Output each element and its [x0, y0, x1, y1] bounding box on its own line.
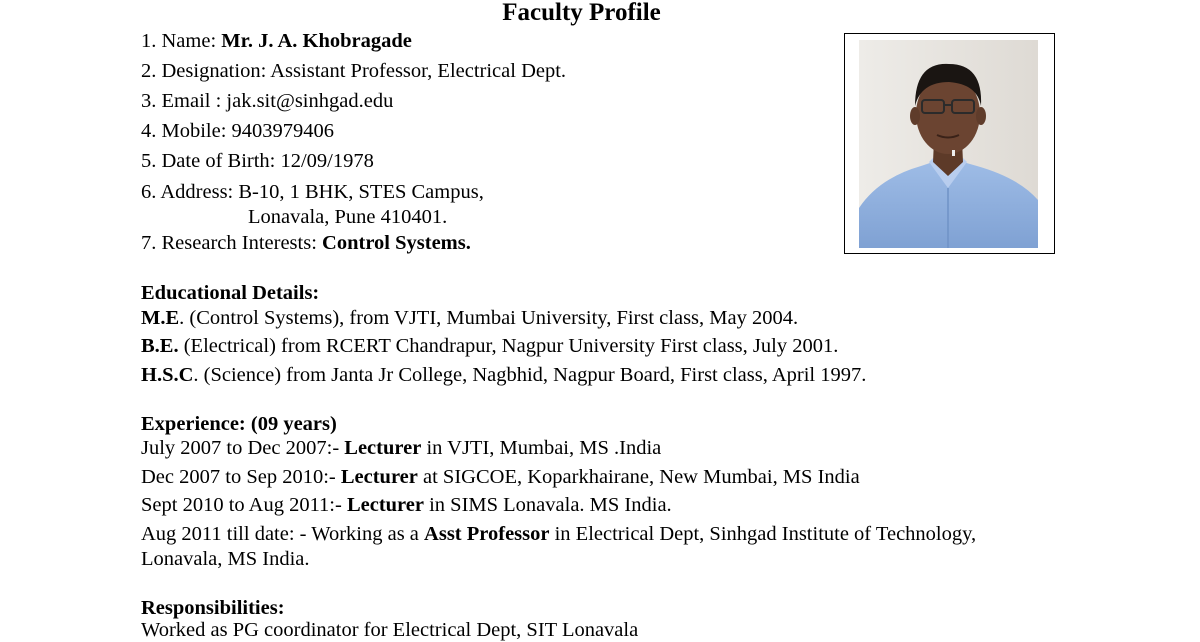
address-line-1: 6. Address: B-10, 1 BHK, STES Campus, — [141, 181, 484, 203]
education-degree: H.S.C — [141, 364, 194, 386]
experience-item — [141, 465, 860, 489]
experience-period: Aug 2011 till date: - Working as a — [141, 523, 425, 545]
experience-place: at SIGCOE, Koparkhairane, New Mumbai, MS India — [417, 466, 860, 488]
experience-continuation: Lonavala, MS India. — [141, 548, 310, 570]
education-degree: B.E. — [141, 335, 179, 357]
experience-place: in SIMS Lonavala. MS India. — [423, 494, 672, 516]
experience-period: July 2007 to Dec 2007:- — [141, 437, 345, 459]
profile-photo — [859, 40, 1038, 248]
name-line — [141, 29, 412, 53]
research-value: Control Systems. — [322, 232, 471, 254]
dob-line: 5. Date of Birth: 12/09/1978 — [141, 150, 374, 172]
profile-photo-frame — [844, 33, 1055, 254]
page-title: Faculty Profile — [502, 0, 661, 26]
education-heading: Educational Details: — [141, 282, 320, 304]
experience-role: Lecturer — [346, 494, 424, 516]
experience-role: Lecturer — [340, 466, 418, 488]
experience-role: Asst Professor — [424, 523, 550, 545]
experience-item — [141, 493, 672, 517]
experience-item — [141, 522, 976, 546]
education-detail: . (Science) from Janta Jr College, Nagbhid, Nagpur Board, First class, April 1997. — [193, 364, 867, 386]
education-item — [141, 334, 838, 358]
education-detail: (Electrical) from RCERT Chandrapur, Nagpur University First class, July 2001. — [178, 335, 839, 357]
designation-line: 2. Designation: Assistant Professor, Electrical Dept. — [141, 60, 567, 82]
email-line: 3. Email : jak.sit@sinhgad.edu — [141, 90, 394, 112]
responsibilities-heading: Responsibilities: — [141, 597, 285, 619]
name-value: Mr. J. A. Khobragade — [221, 30, 412, 52]
experience-place: in Electrical Dept, Sinhgad Institute of Technology, — [549, 523, 977, 545]
education-item — [141, 363, 866, 387]
experience-item — [141, 436, 661, 460]
name-label: 1. Name: — [141, 30, 222, 52]
mobile-line: 4. Mobile: 9403979406 — [141, 120, 335, 142]
research-label: 7. Research Interests: — [141, 232, 323, 254]
address-line-2: Lonavala, Pune 410401. — [248, 206, 448, 228]
education-item — [141, 306, 798, 330]
research-interests-line — [141, 231, 471, 255]
education-detail: . (Control Systems), from VJTI, Mumbai University, First class, May 2004. — [179, 307, 799, 329]
education-degree: M.E — [141, 307, 180, 329]
experience-period: Dec 2007 to Sep 2010:- — [141, 466, 341, 488]
experience-place: in VJTI, Mumbai, MS .India — [421, 437, 662, 459]
experience-role: Lecturer — [344, 437, 422, 459]
experience-heading: Experience: (09 years) — [141, 413, 337, 435]
experience-period: Sept 2010 to Aug 2011:- — [141, 494, 347, 516]
responsibilities-item: Worked as PG coordinator for Electrical Dept, SIT Lonavala — [141, 619, 639, 641]
